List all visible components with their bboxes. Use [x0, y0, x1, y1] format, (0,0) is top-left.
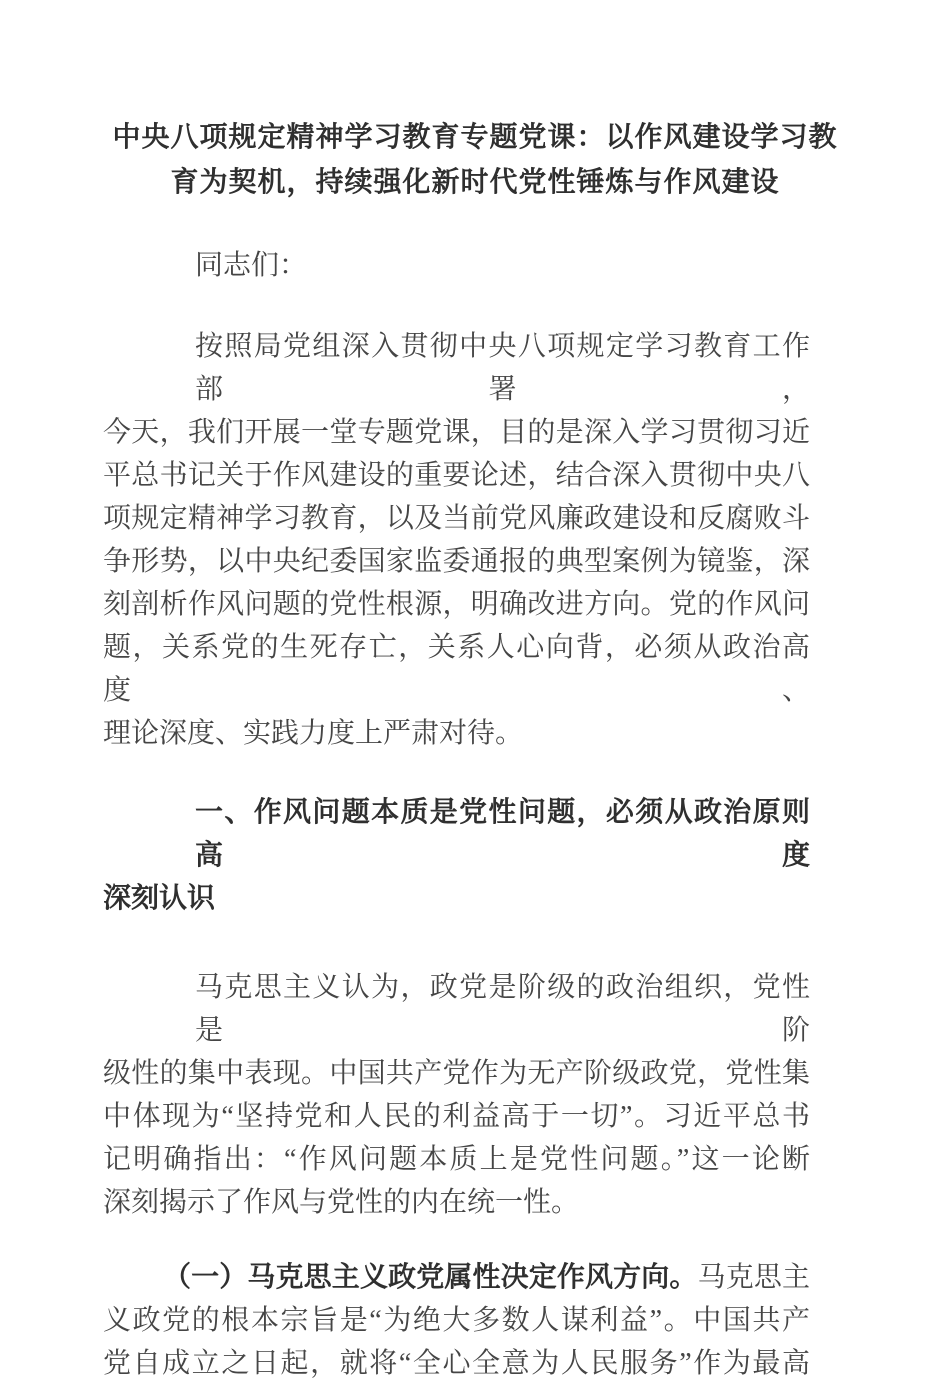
section-1-heading: [103, 791, 810, 920]
text-line: 深刻揭示了作风与党性的内在统一性。: [103, 1187, 580, 1218]
section-1-1-paragraph: [103, 1256, 810, 1385]
heading-line-1: 一、作风问题本质是党性问题，必须从政治原则高度: [195, 797, 810, 871]
title-line-2: 育为契机，持续强化新时代党性锤炼与作风建设: [170, 167, 780, 198]
text-line: [103, 1256, 810, 1299]
text-line: 争形势，以中央纪委国家监委通报的典型案例为镜鉴，深: [103, 546, 810, 577]
text-line: 中体现为“坚持党和人民的利益高于一切”。习近平总书: [103, 1101, 810, 1132]
text-line: 平总书记关于作风建设的重要论述，结合深入贯彻中央八: [103, 460, 810, 491]
text-line: 级性的集中表现。中国共产党作为无产阶级政党，党性集: [103, 1058, 810, 1089]
section-1-paragraph: [103, 966, 810, 1224]
title-line-1: 中央八项规定精神学习教育专题党课：以作风建设学习教: [112, 122, 838, 153]
text-line: 刻剖析作风问题的党性根源，明确改进方向。党的作风问: [103, 589, 810, 620]
text-line: 义政党的根本宗旨是“为绝大多数人谋利益”。中国共产: [103, 1305, 810, 1336]
intro-paragraph: [103, 325, 810, 755]
document-title: [0, 115, 950, 205]
text-line: 题，关系党的生死存亡，关系人心向背，必须从政治高度、: [103, 632, 810, 706]
salutation: 同志们：: [195, 250, 308, 281]
text-line: 记明确指出：“作风问题本质上是党性问题。”这一论断: [103, 1144, 810, 1175]
text-line: 理论深度、实践力度上严肃对待。: [103, 718, 524, 749]
sub-section-lead-rest: 马克思主: [697, 1262, 810, 1293]
heading-line-2: 深刻认识: [103, 883, 216, 914]
text-line: 党自成立之日起，就将“全心全意为人民服务”作为最高: [103, 1348, 810, 1379]
sub-section-bold-lead: （一）马克思主义政党属性决定作风方向。: [163, 1262, 698, 1293]
text-line: 项规定精神学习教育，以及当前党风廉政建设和反腐败斗: [103, 503, 810, 534]
text-line: 按照局党组深入贯彻中央八项规定学习教育工作部署，: [195, 331, 810, 405]
text-line: 今天，我们开展一堂专题党课，目的是深入学习贯彻习近: [103, 417, 810, 448]
text-line: 马克思主义认为，政党是阶级的政治组织，党性是阶: [195, 972, 810, 1046]
